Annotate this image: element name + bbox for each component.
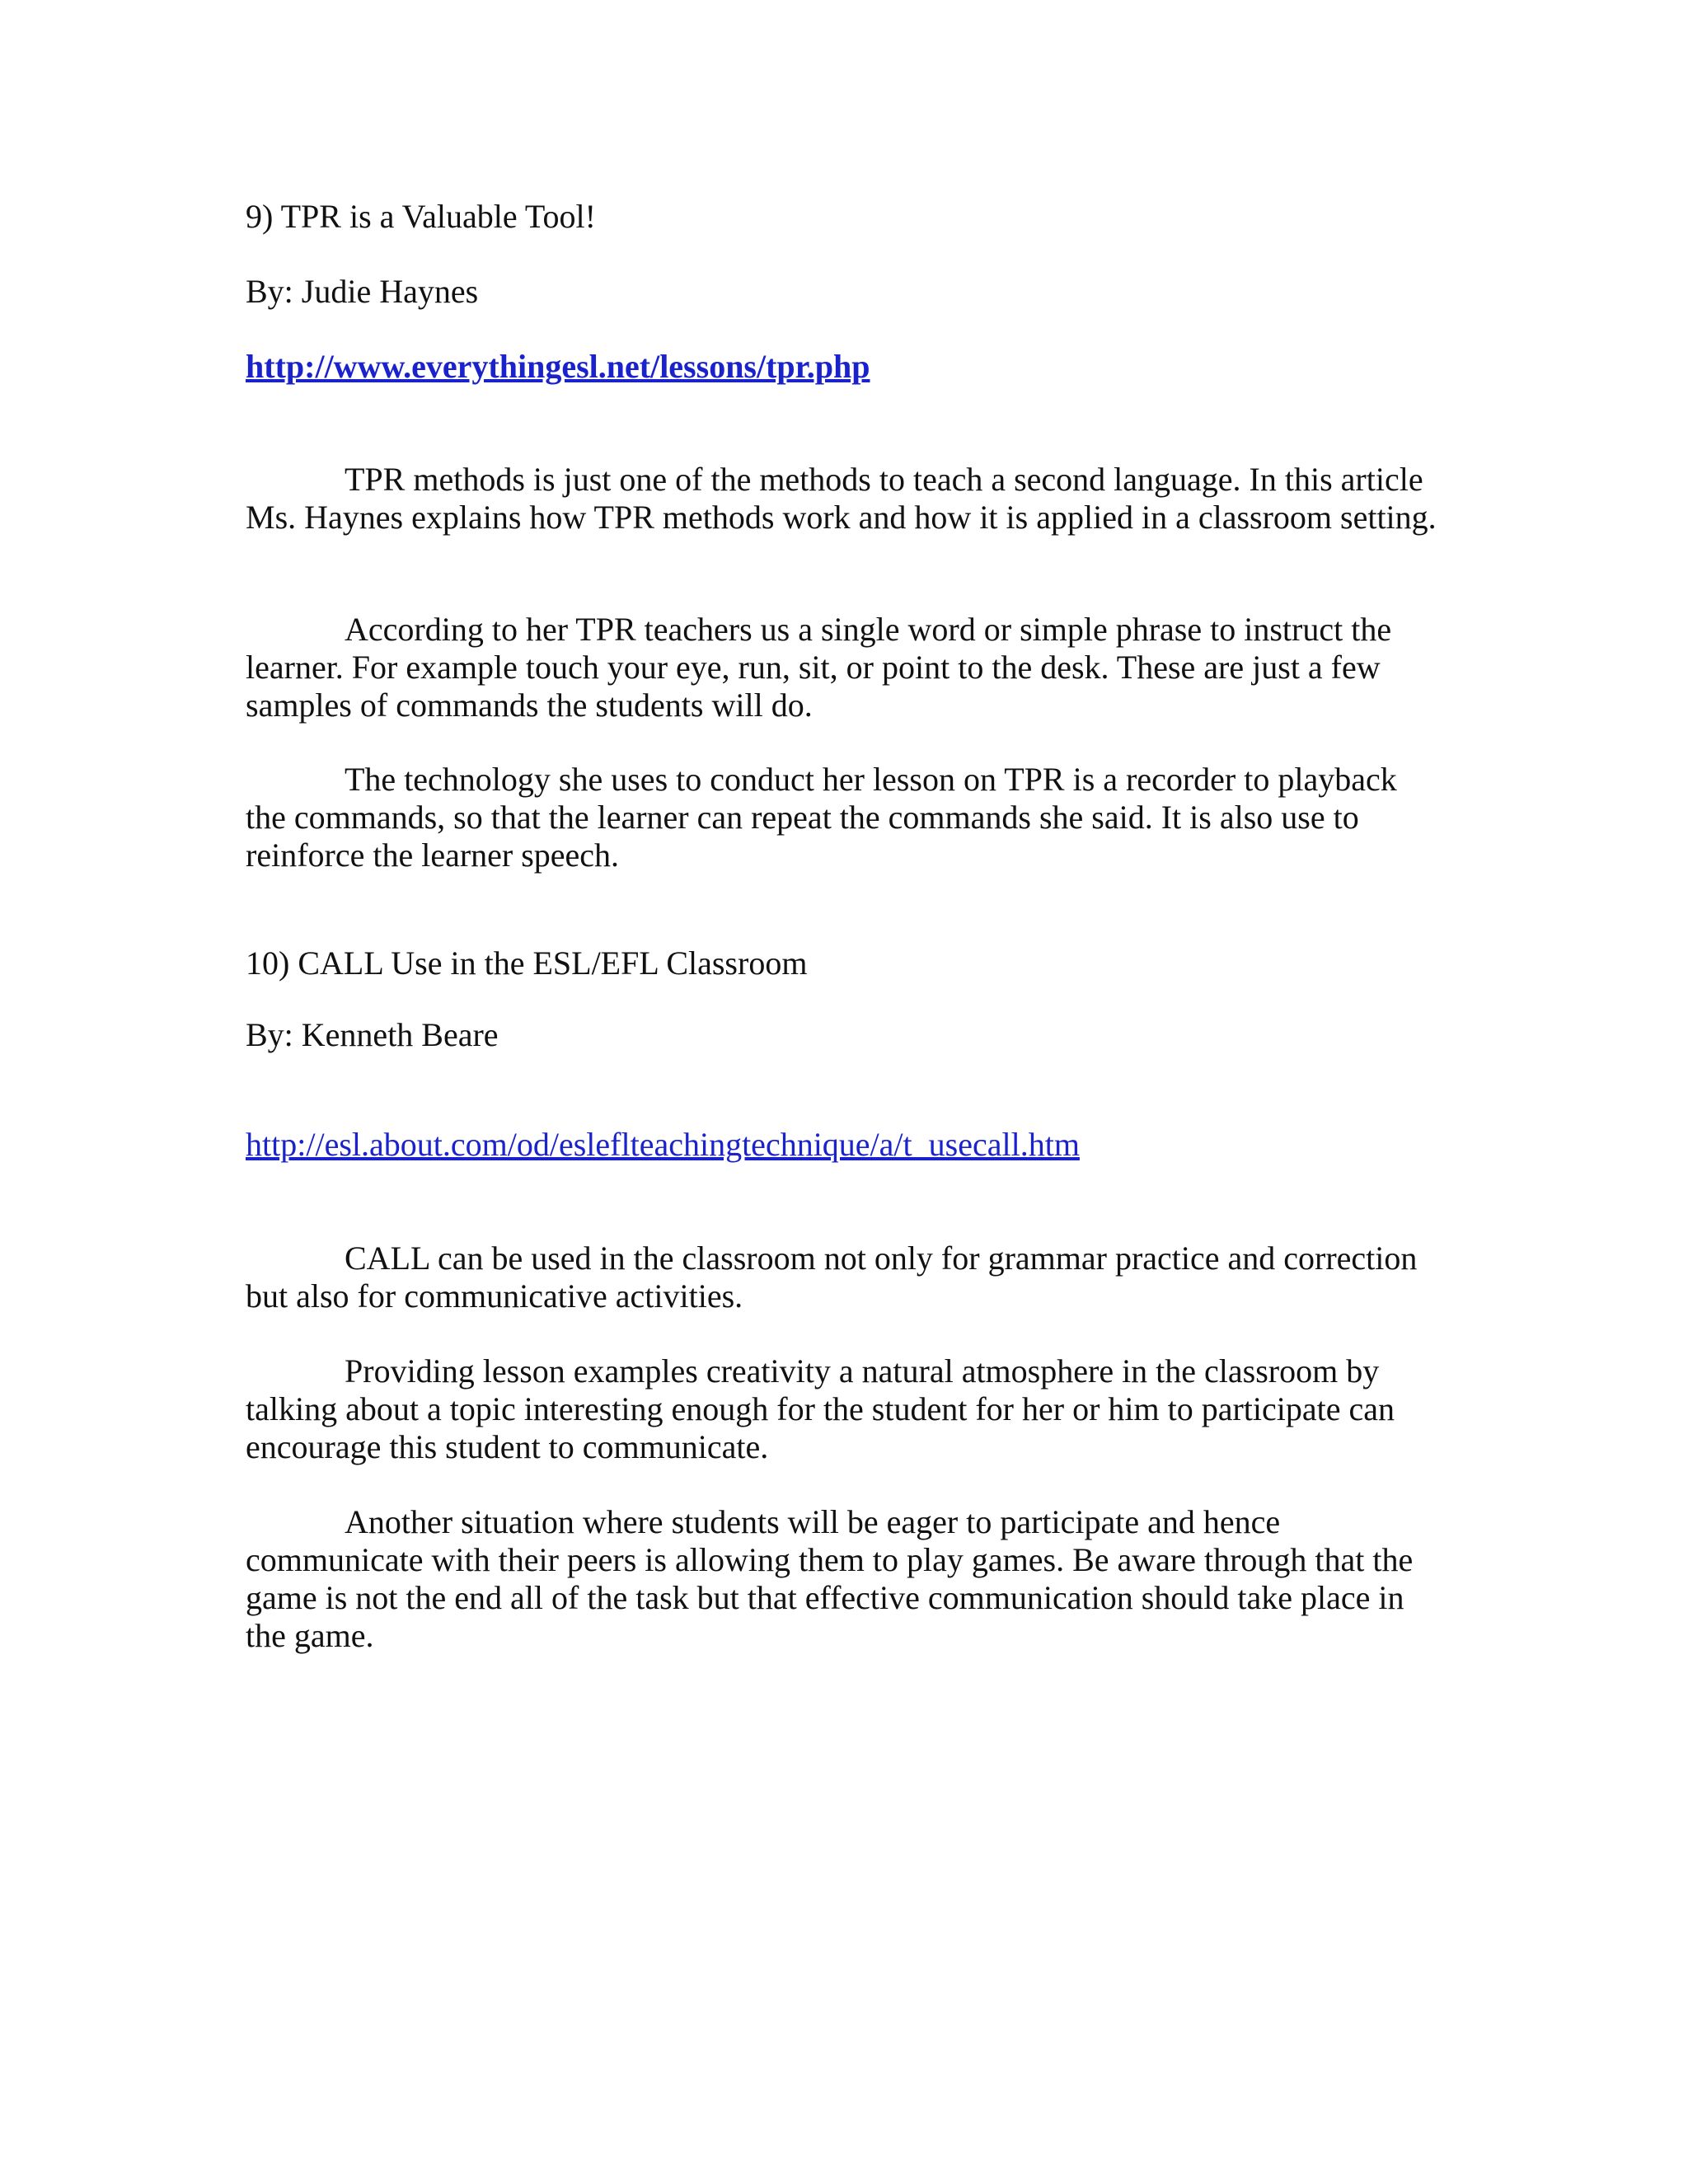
section-10-link[interactable]: http://esl.about.com/od/esleflteachingtechnique/a/t_usecall.htm bbox=[246, 1126, 1080, 1163]
section-10-paragraph-3-text: Another situation where students will be eager to participate and hence communicate with their peers is allowing them to play games. Be aware through that the game is not the end all of the task but that effective communication should take place in the game. bbox=[246, 1503, 1414, 1654]
section-10-paragraph-1-text: CALL can be used in the classroom not only for grammar practice and correction but also for communicative activities. bbox=[246, 1240, 1418, 1315]
section-9-paragraph-3-text: The technology she uses to conduct her lesson on TPR is a recorder to playback the commands, so that the learner can repeat the commands she said. It is also use to reinforce the learner speech. bbox=[246, 761, 1397, 874]
section-9-paragraph-2 bbox=[246, 611, 1437, 724]
section-9-paragraph-2-text: According to her TPR teachers us a single word or simple phrase to instruct the learner. For example touch your eye, run, sit, or point to the desk. These are just a few samples of commands the students will do. bbox=[246, 611, 1392, 724]
section-9-paragraph-1 bbox=[246, 461, 1437, 537]
section-9-link[interactable]: http://www.everythingesl.net/lessons/tpr.php bbox=[246, 348, 870, 385]
section-10-link-line bbox=[246, 1126, 1080, 1164]
section-10-author: By: Kenneth Beare bbox=[246, 1016, 499, 1053]
section-10-paragraph-1 bbox=[246, 1240, 1437, 1315]
section-10-paragraph-3 bbox=[246, 1503, 1437, 1655]
section-9-author: By: Judie Haynes bbox=[246, 273, 479, 310]
section-10-paragraph-2-text: Providing lesson examples creativity a natural atmosphere in the classroom by talking about a topic interesting enough for the student for her or him to participate can encourage this student to communicate. bbox=[246, 1352, 1395, 1465]
section-9-paragraph-3 bbox=[246, 761, 1437, 874]
section-10-paragraph-2 bbox=[246, 1352, 1437, 1466]
section-9-paragraph-1-text: TPR methods is just one of the methods to teach a second language. In this article Ms. Haynes explains how TPR methods work and how it is applied in a classroom setting. bbox=[246, 461, 1437, 536]
section-9-link-line bbox=[246, 348, 870, 386]
section-10-heading: 10) CALL Use in the ESL/EFL Classroom bbox=[246, 944, 808, 982]
section-9-heading: 9) TPR is a Valuable Tool! bbox=[246, 198, 596, 235]
